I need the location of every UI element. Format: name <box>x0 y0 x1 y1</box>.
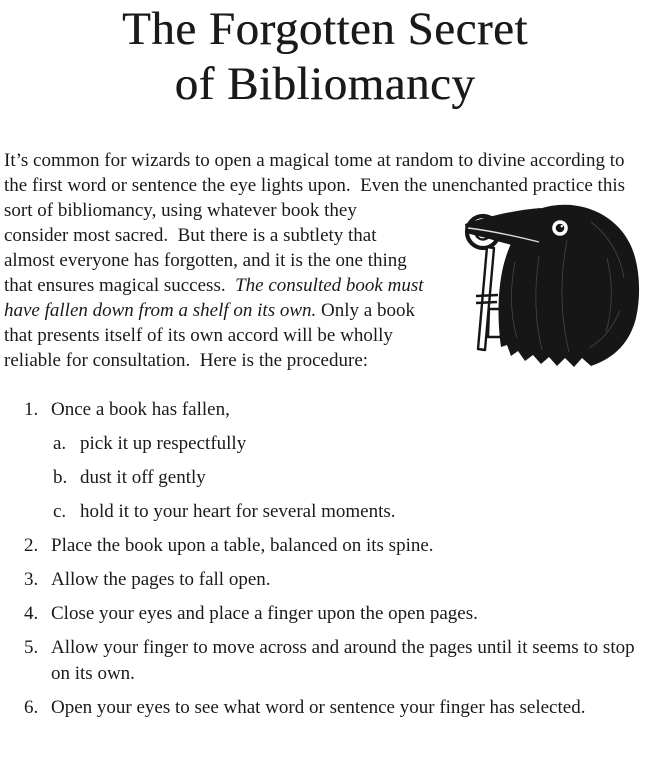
sublist-of-item-1 <box>53 431 644 525</box>
sublist-item-a <box>53 431 644 457</box>
paragraph-part-1: It’s common for wizards to open a magical tome at random to divine according to the first word or sentence the eye lights upon. Even the unenchanted practice this sort of bibliomancy, using whatever book they <box>4 150 625 221</box>
list-item-text: pick it up respectfully <box>80 433 247 454</box>
list-item-text: dust it off gently <box>80 467 206 488</box>
paragraph-part-3: Only a book that presents itself of its own accord will be wholly reliable for consultation. Here is the procedure: <box>4 300 415 371</box>
intro-paragraph <box>0 148 650 373</box>
list-item-text: Place the book upon a table, balanced on its spine. <box>51 535 434 556</box>
list-marker: 2. <box>24 535 39 556</box>
list-item-text: Allow the pages to fall open. <box>51 569 271 590</box>
list-item-text: hold it to your heart for several moments. <box>80 501 396 522</box>
list-marker: b. <box>53 467 68 488</box>
title-line-1: The Forgotten Secret <box>122 3 528 55</box>
list-marker: 1. <box>24 399 39 420</box>
list-marker: c. <box>53 501 67 522</box>
raven-with-key-graphic <box>439 200 644 370</box>
list-item-text: Allow your finger to move across and around the pages until it seems to stop on its own. <box>51 637 635 684</box>
procedure-list <box>0 397 650 721</box>
list-item-3 <box>24 567 644 593</box>
raven-with-key-illustration <box>439 200 644 370</box>
sublist-item-b <box>53 465 644 491</box>
paragraph-part-2: consider most sacred. But there is a subtlety that almost everyone has forgotten, and it is the one thing that ensures magical success. <box>4 225 407 296</box>
page-title <box>0 2 650 112</box>
sublist-item-c <box>53 499 644 525</box>
list-marker: 5. <box>24 637 39 658</box>
list-marker: a. <box>53 433 67 454</box>
list-item-text: Once a book has fallen, <box>51 399 230 420</box>
list-item-text: Close your eyes and place a finger upon the open pages. <box>51 603 478 624</box>
list-item-text: Open your eyes to see what word or sentence your finger has selected. <box>51 697 586 718</box>
list-item-4 <box>24 601 644 627</box>
list-marker: 6. <box>24 697 39 718</box>
list-item-2 <box>24 533 644 559</box>
list-item-1 <box>24 397 644 423</box>
list-item-5 <box>24 635 644 687</box>
list-marker: 3. <box>24 569 39 590</box>
title-line-2: of Bibliomancy <box>174 58 476 110</box>
paragraph-italic-rule: The consulted book must have fallen down from a shelf on its own. <box>4 275 424 321</box>
list-marker: 4. <box>24 603 39 624</box>
list-item-6 <box>24 695 644 721</box>
